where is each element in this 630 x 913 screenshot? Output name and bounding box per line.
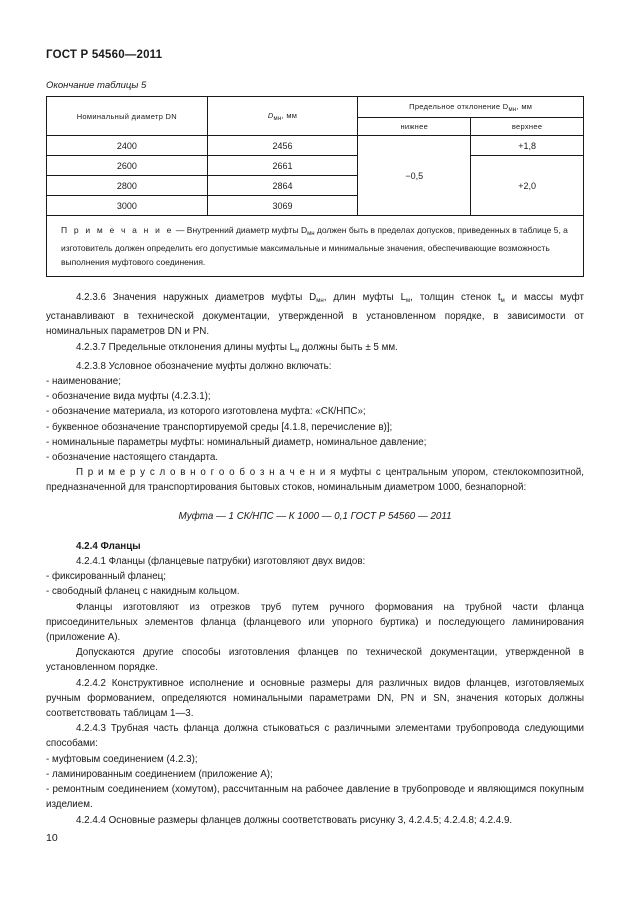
list-item: - ламинированным соединением (приложение А);: [46, 768, 273, 780]
paragraph-4-2-3-6: 4.2.3.6 Значения наружных диаметров муфты $D_{мн}$, длин муфты $L_м$, толщин стенок $t_м$ и массы муфт устанавливают в технической документации, утвержденной в установленном порядке, в зависимости от номинальных параметров DN и PN.: [46, 292, 584, 338]
cell-upper-deviation: +2,0: [471, 156, 584, 216]
page-number: 10: [46, 832, 58, 844]
paragraph-4-2-4-3: 4.2.4.3 Трубная часть фланца должна стыковаться с различными элементами трубопровода следующими способами:: [46, 723, 584, 750]
list-item: - буквенное обозначение транспортируемой среды [4.1.8, перечисление в)];: [46, 421, 393, 433]
paragraph-4-2-4-2: 4.2.4.2 Конструктивное исполнение и основные размеры для различных видов фланцев, изготовляемых ручным формованием, определяются номинальными параметрами DN, PN и SN, значения которых должны соответствовать таблицам 1—3.: [46, 677, 584, 720]
paragraph: Допускаются другие способы изготовления фланцев по технической документации, утвержденной в установленном порядке.: [46, 647, 584, 674]
header-upper: верхнее: [471, 118, 584, 136]
cell-dn: 2600: [47, 156, 208, 176]
list-item: - наименование;: [46, 376, 121, 388]
document-header: ГОСТ Р 54560—2011: [46, 49, 163, 61]
cell-dn: 3000: [47, 196, 208, 216]
cell-dn: 2400: [47, 136, 208, 156]
paragraph-4-2-4-4: 4.2.4.4 Основные размеры фланцев должны соответствовать рисунку 3, 4.2.4.5; 4.2.4.8; 4.2.4.9.: [76, 814, 513, 826]
cell-d: 2864: [207, 176, 358, 196]
cell-d: 2661: [207, 156, 358, 176]
list-item: - обозначение вида муфты (4.2.3.1);: [46, 391, 211, 403]
cell-upper-deviation: +1,8: [471, 136, 584, 156]
paragraph-4-2-4-1: 4.2.4.1 Фланцы (фланцевые патрубки) изготовляют двух видов:: [76, 556, 366, 568]
header-deviation: Предельное отклонение $D_{мн}$, мм: [358, 97, 584, 118]
example-paragraph: П р и м е р у с л о в н о г о о б о з н а ч е н и я муфты с центральным упором, стеклокомпозитной, предназначенной для транспортирования бытовых стоков, номинальным диаметром 1000, безнапорной:: [46, 467, 584, 494]
list-item: - ремонтным соединением (хомутом), рассчитанным на рабочее давление в трубопроводе и являющимся покупным изделием.: [46, 784, 584, 811]
header-nominal-diameter: Номинальный диаметр DN: [47, 97, 208, 136]
paragraph-4-2-3-7: 4.2.3.7 Предельные отклонения длины муфты $L_м$ должны быть ± 5 мм.: [76, 341, 398, 354]
list-item: - свободный фланец с накидным кольцом.: [46, 586, 240, 598]
section-heading: 4.2.4 Фланцы: [76, 540, 141, 552]
list-item: - номинальные параметры муфты: номинальный диаметр, номинальное давление;: [46, 436, 427, 448]
paragraph-4-2-3-8: 4.2.3.8 Условное обозначение муфты должно включать:: [76, 360, 332, 372]
cell-dn: 2800: [47, 176, 208, 196]
list-item: - фиксированный фланец;: [46, 571, 166, 583]
dimensions-table: [46, 96, 584, 277]
paragraph: Фланцы изготовляют из отрезков труб путем ручного формования на трубной части фланца присоединительных элементов фланца (фланцевого или упорного буртика) и последующего ламинирования (приложение А).: [46, 601, 584, 644]
cell-d: 3069: [207, 196, 358, 216]
list-item: - обозначение материала, из которого изготовлена муфта: «СК/НПС»;: [46, 406, 366, 418]
header-lower: нижнее: [358, 118, 471, 136]
cell-d: 2456: [207, 136, 358, 156]
table-caption: Окончание таблицы 5: [46, 80, 147, 91]
list-item: - обозначение настоящего стандарта.: [46, 452, 219, 464]
list-item: - муфтовым соединением (4.2.3);: [46, 753, 198, 765]
cell-lower-deviation: −0,5: [358, 136, 471, 216]
table-note: П р и м е ч а н и е — Внутренний диаметр муфты $D_{мн}$ должен быть в пределах допусков, приведенных в таблице 5, а изготовитель должен определить его допустимые максимальные и минимальные значения, обеспечивающие возможность выполнения муфтового соединения.: [47, 216, 584, 277]
body-text: [46, 290, 584, 828]
designation-formula: Муфта — 1 СК/НПС — К 1000 — 0,1 ГОСТ Р 54560 — 2011: [178, 510, 452, 522]
header-inner-diameter: $D_{мн}$, мм: [207, 97, 358, 136]
